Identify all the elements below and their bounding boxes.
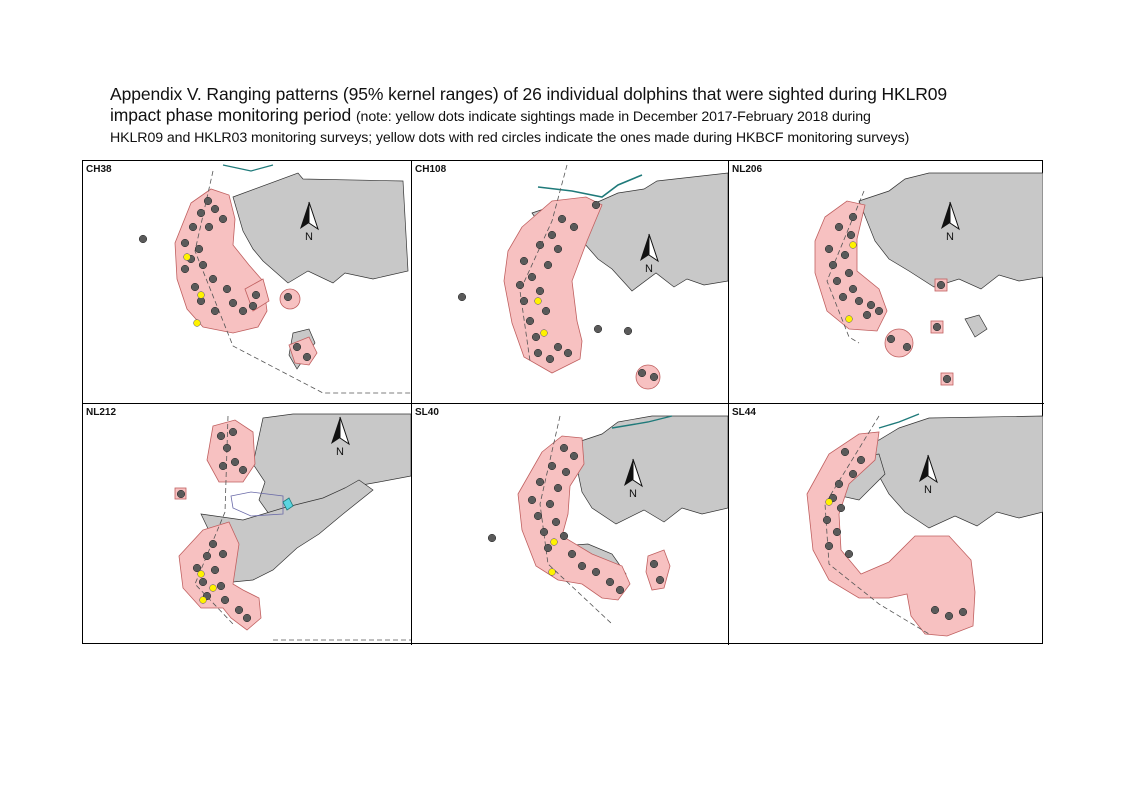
sighting-dot xyxy=(199,578,207,586)
sighting-dot xyxy=(528,496,536,504)
sighting-dot xyxy=(191,283,199,291)
sighting-dot xyxy=(542,307,550,315)
sighting-dot xyxy=(195,245,203,253)
sighting-dot xyxy=(829,261,837,269)
sighting-dot xyxy=(544,544,552,552)
sighting-dot xyxy=(548,462,556,470)
title-line-2-main: impact phase monitoring period xyxy=(110,105,356,125)
sighting-dot xyxy=(189,223,197,231)
kernel-range xyxy=(885,329,913,357)
sighting-dot xyxy=(554,245,562,253)
sighting-dot xyxy=(887,335,895,343)
sighting-dot xyxy=(933,323,941,331)
sighting-dot xyxy=(544,261,552,269)
sighting-dot xyxy=(516,281,524,289)
sighting-dot xyxy=(239,466,247,474)
sighting-dot xyxy=(849,285,857,293)
sighting-recent-dot xyxy=(200,597,207,604)
sighting-dot xyxy=(656,576,664,584)
sighting-dot xyxy=(534,349,542,357)
sighting-dot xyxy=(650,560,658,568)
sighting-dot xyxy=(219,550,227,558)
sighting-dot xyxy=(825,542,833,550)
north-label: N xyxy=(336,446,344,458)
sighting-dot xyxy=(849,470,857,478)
north-arrow xyxy=(620,458,646,502)
sighting-dot xyxy=(638,369,646,377)
sighting-dot xyxy=(570,223,578,231)
panel-label: NL206 xyxy=(732,164,763,175)
north-label: N xyxy=(629,488,637,500)
sighting-dot xyxy=(219,215,227,223)
sighting-dot xyxy=(199,261,207,269)
sighting-recent-dot xyxy=(184,254,191,261)
sighting-dot xyxy=(562,468,570,476)
sighting-dot xyxy=(849,213,857,221)
north-arrow xyxy=(915,454,941,498)
north-label: N xyxy=(946,231,954,243)
sighting-dot xyxy=(458,293,466,301)
sighting-dot xyxy=(229,428,237,436)
sighting-dot xyxy=(548,231,556,239)
sighting-dot xyxy=(293,343,301,351)
panel-label: CH108 xyxy=(415,164,447,175)
sighting-dot xyxy=(825,245,833,253)
sighting-dot xyxy=(209,540,217,548)
sighting-dot xyxy=(857,456,865,464)
sighting-dot xyxy=(546,355,554,363)
sighting-dot xyxy=(197,209,205,217)
sighting-dot xyxy=(554,484,562,492)
north-arrow xyxy=(636,233,662,277)
map-panel-grid xyxy=(82,160,1043,644)
sighting-dot xyxy=(211,205,219,213)
sighting-dot xyxy=(564,349,572,357)
sighting-dot xyxy=(139,235,147,243)
sighting-dot xyxy=(231,458,239,466)
sighting-dot xyxy=(560,532,568,540)
sighting-dot xyxy=(959,608,967,616)
map-sl40 xyxy=(412,404,728,644)
sighting-dot xyxy=(488,534,496,542)
map-ch38 xyxy=(83,161,411,403)
title-line-2 xyxy=(110,105,1070,128)
sighting-dot xyxy=(937,281,945,289)
sighting-dot xyxy=(209,275,217,283)
map-panel-sl44 xyxy=(729,404,1044,645)
sighting-dot xyxy=(177,490,185,498)
sighting-dot xyxy=(211,566,219,574)
sighting-dot xyxy=(249,302,257,310)
sighting-dot xyxy=(554,343,562,351)
sighting-dot xyxy=(835,223,843,231)
sighting-dot xyxy=(875,307,883,315)
map-panel-ch108 xyxy=(412,161,729,404)
north-arrow xyxy=(296,201,322,245)
sighting-dot xyxy=(823,516,831,524)
sighting-dot xyxy=(650,373,658,381)
sighting-dot xyxy=(252,291,260,299)
sighting-dot xyxy=(229,299,237,307)
sighting-recent-dot xyxy=(210,585,217,592)
sighting-dot xyxy=(284,293,292,301)
sighting-dot xyxy=(841,251,849,259)
sighting-dot xyxy=(540,528,548,536)
map-ch108 xyxy=(412,161,728,403)
sighting-dot xyxy=(181,265,189,273)
sighting-dot xyxy=(203,552,211,560)
sighting-dot xyxy=(204,197,212,205)
sighting-dot xyxy=(223,285,231,293)
sighting-dot xyxy=(624,327,632,335)
sighting-dot xyxy=(570,452,578,460)
sighting-dot xyxy=(239,307,247,315)
sighting-dot xyxy=(616,586,624,594)
sighting-dot xyxy=(520,257,528,265)
land xyxy=(572,416,728,524)
sighting-dot xyxy=(568,550,576,558)
panel-label: CH38 xyxy=(86,164,112,175)
coast-line xyxy=(223,165,273,171)
sighting-dot xyxy=(536,287,544,295)
sighting-dot xyxy=(606,578,614,586)
sighting-dot xyxy=(863,311,871,319)
sighting-dot xyxy=(867,301,875,309)
title-note-1: (note: yellow dots indicate sightings made in December 2017-February 2018 during xyxy=(355,109,871,125)
map-panel-ch38 xyxy=(83,161,412,404)
north-label: N xyxy=(645,263,653,275)
sightings-recent xyxy=(826,499,833,506)
sighting-dot xyxy=(592,201,600,209)
sighting-recent-dot xyxy=(850,242,857,249)
sighting-dot xyxy=(552,518,560,526)
kernel-range xyxy=(646,550,670,590)
sighting-dot xyxy=(839,293,847,301)
map-sl44 xyxy=(729,404,1043,644)
sighting-dot xyxy=(837,504,845,512)
sighting-recent-dot xyxy=(194,320,201,327)
sighting-recent-dot xyxy=(551,539,558,546)
panel-label: NL212 xyxy=(86,407,117,418)
sighting-dot xyxy=(219,462,227,470)
sighting-dot xyxy=(592,568,600,576)
north-arrow xyxy=(937,201,963,245)
sighting-dot xyxy=(558,215,566,223)
sighting-dot xyxy=(520,297,528,305)
sighting-recent-dot xyxy=(541,330,548,337)
sighting-dot xyxy=(205,223,213,231)
sighting-dot xyxy=(217,582,225,590)
sighting-dot xyxy=(945,612,953,620)
sighting-dot xyxy=(526,317,534,325)
map-nl212 xyxy=(83,404,411,644)
north-arrow xyxy=(327,416,353,460)
map-panel-nl206 xyxy=(729,161,1044,404)
sighting-dot xyxy=(211,307,219,315)
sighting-dot xyxy=(845,550,853,558)
north-label: N xyxy=(305,231,313,243)
sighting-dot xyxy=(845,269,853,277)
sighting-dot xyxy=(546,500,554,508)
sighting-recent-dot xyxy=(198,571,205,578)
title-note-2: HKLR09 and HKLR03 monitoring surveys; yellow dots with red circles indicate the ones made during HKBCF monitoring surveys) xyxy=(110,130,910,146)
sighting-dot xyxy=(221,596,229,604)
panel-label: SL40 xyxy=(415,407,439,418)
sighting-dot xyxy=(903,343,911,351)
sighting-dot xyxy=(578,562,586,570)
sighting-dot xyxy=(534,512,542,520)
land xyxy=(965,315,987,337)
sighting-dot xyxy=(855,297,863,305)
sighting-recent-dot xyxy=(549,569,556,576)
sighting-dot xyxy=(528,273,536,281)
title-line-1: Appendix V. Ranging patterns (95% kernel ranges) of 26 individual dolphins that were sighted during HKLR09 xyxy=(110,84,948,104)
map-nl206 xyxy=(729,161,1043,403)
sighting-dot xyxy=(931,606,939,614)
sighting-dot xyxy=(532,333,540,341)
sighting-dot xyxy=(536,478,544,486)
sighting-dot xyxy=(243,614,251,622)
figure-title xyxy=(110,84,1070,149)
panel-label: SL44 xyxy=(732,407,756,418)
map-panel-sl40 xyxy=(412,404,729,645)
sighting-recent-dot xyxy=(846,316,853,323)
map-panel-nl212 xyxy=(83,404,412,645)
sighting-dot xyxy=(943,375,951,383)
sighting-recent-dot xyxy=(198,292,205,299)
sighting-dot xyxy=(560,444,568,452)
sighting-dot xyxy=(217,432,225,440)
sighting-dot xyxy=(841,448,849,456)
sighting-dot xyxy=(833,528,841,536)
sighting-dot xyxy=(536,241,544,249)
sighting-recent-dot xyxy=(826,499,833,506)
sighting-dot xyxy=(235,606,243,614)
sighting-dot xyxy=(835,480,843,488)
north-label: N xyxy=(924,484,932,496)
sighting-dot xyxy=(833,277,841,285)
sighting-dot xyxy=(303,353,311,361)
sighting-dot xyxy=(223,444,231,452)
sighting-dot xyxy=(847,231,855,239)
sighting-recent-dot xyxy=(535,298,542,305)
sighting-dot xyxy=(594,325,602,333)
sighting-dot xyxy=(181,239,189,247)
